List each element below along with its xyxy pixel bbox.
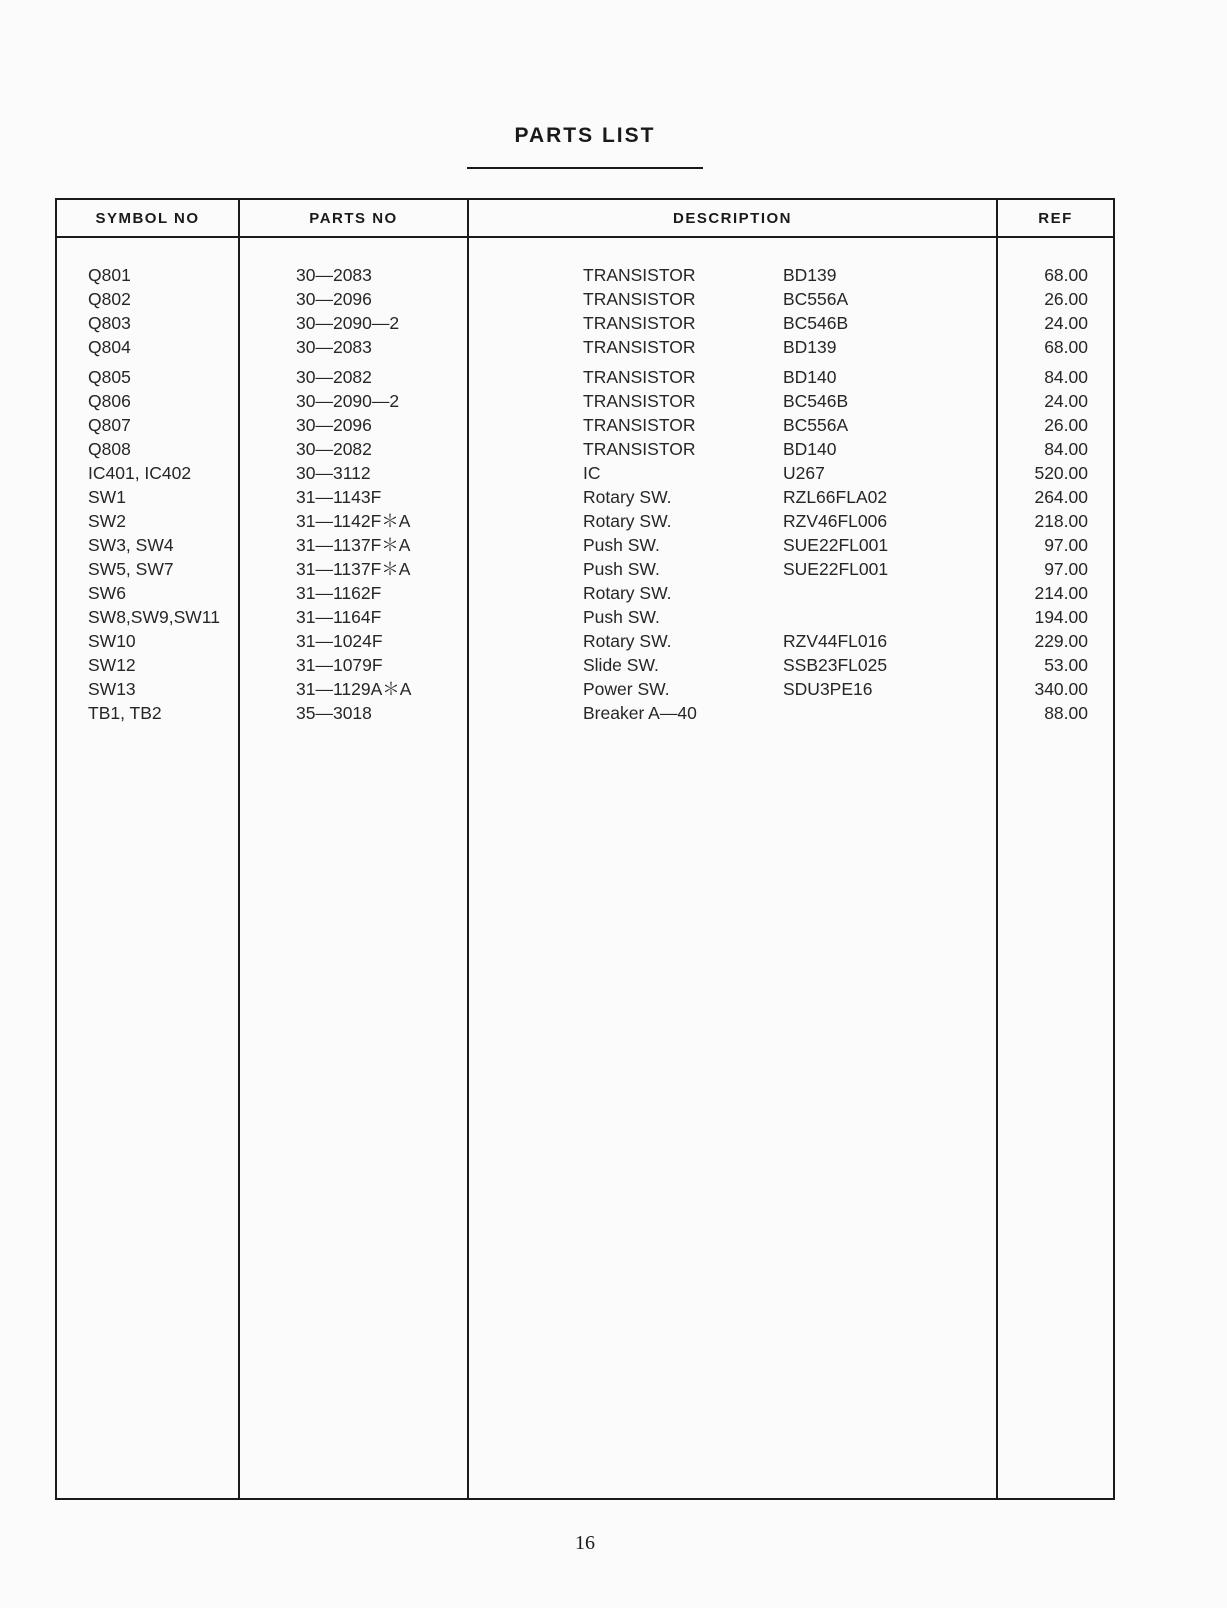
description-cell: Push SW. bbox=[583, 607, 660, 627]
parts-no-cell: 31—1164F bbox=[296, 607, 382, 627]
description-cell: TRANSISTOR bbox=[583, 337, 696, 357]
parts-no-cell: 30—2096 bbox=[296, 289, 372, 309]
table-row bbox=[0, 605, 1227, 629]
description-cell: TRANSISTOR bbox=[583, 313, 696, 333]
description-cell: TRANSISTOR bbox=[583, 265, 696, 285]
ref-cell: 97.00 bbox=[1044, 535, 1088, 555]
parts-no-cell: 30—2083 bbox=[296, 337, 372, 357]
ref-cell: 340.00 bbox=[1034, 679, 1088, 699]
table-row bbox=[0, 533, 1227, 557]
type-cell: RZV44FL016 bbox=[783, 631, 888, 651]
symbol-cell: Q803 bbox=[88, 313, 131, 333]
ref-cell: 24.00 bbox=[1044, 313, 1088, 333]
description-cell: TRANSISTOR bbox=[583, 289, 696, 309]
symbol-cell: SW3, SW4 bbox=[88, 535, 174, 555]
table-row bbox=[0, 335, 1227, 359]
type-cell: BC556A bbox=[783, 289, 849, 309]
ref-cell: 84.00 bbox=[1044, 439, 1088, 459]
ref-cell: 229.00 bbox=[1034, 631, 1088, 651]
parts-no-cell: 35—3018 bbox=[296, 703, 372, 723]
type-cell: SUE22FL001 bbox=[783, 535, 889, 555]
type-cell: RZL66FLA02 bbox=[783, 487, 888, 507]
parts-no-cell: 31—1162F bbox=[296, 583, 382, 603]
table-row bbox=[0, 413, 1227, 437]
parts-no-cell: 30—3112 bbox=[296, 463, 371, 483]
title-underline bbox=[467, 167, 703, 169]
description-cell: Rotary SW. bbox=[583, 631, 672, 651]
symbol-cell: SW2 bbox=[88, 511, 126, 531]
parts-no-cell: 31—1129A＊A bbox=[296, 679, 412, 699]
description-cell: Push SW. bbox=[583, 559, 660, 579]
table-row bbox=[0, 365, 1227, 389]
symbol-cell: SW13 bbox=[88, 679, 136, 699]
table-row bbox=[0, 263, 1227, 287]
ref-cell: 26.00 bbox=[1044, 415, 1088, 435]
table-row bbox=[0, 287, 1227, 311]
header-description: DESCRIPTION bbox=[672, 210, 792, 227]
symbol-cell: Q807 bbox=[88, 415, 131, 435]
ref-cell: 88.00 bbox=[1044, 703, 1088, 723]
type-cell: RZV46FL006 bbox=[783, 511, 888, 531]
table-row bbox=[0, 629, 1227, 653]
ref-cell: 53.00 bbox=[1044, 655, 1088, 675]
type-cell: BD140 bbox=[783, 367, 837, 387]
table-row bbox=[0, 311, 1227, 335]
ref-cell: 97.00 bbox=[1044, 559, 1088, 579]
symbol-cell: Q804 bbox=[88, 337, 131, 357]
table-row bbox=[0, 557, 1227, 581]
parts-no-cell: 31—1079F bbox=[296, 655, 383, 675]
ref-cell: 214.00 bbox=[1034, 583, 1088, 603]
parts-no-cell: 30—2083 bbox=[296, 265, 372, 285]
parts-rows bbox=[0, 263, 1227, 725]
ref-cell: 520.00 bbox=[1034, 463, 1088, 483]
symbol-cell: SW12 bbox=[88, 655, 136, 675]
description-cell: Rotary SW. bbox=[583, 583, 672, 603]
symbol-cell: Q806 bbox=[88, 391, 131, 411]
symbol-cell: Q808 bbox=[88, 439, 131, 459]
type-cell: SDU3PE16 bbox=[783, 679, 873, 699]
parts-no-cell: 31—1137F＊A bbox=[296, 559, 411, 579]
type-cell: BC546B bbox=[783, 391, 849, 411]
table-row bbox=[0, 485, 1227, 509]
symbol-cell: SW8,SW9,SW11 bbox=[88, 607, 220, 627]
parts-no-cell: 30—2096 bbox=[296, 415, 372, 435]
parts-no-cell: 31—1143F bbox=[296, 487, 382, 507]
description-cell: TRANSISTOR bbox=[583, 439, 696, 459]
header-parts-no: PARTS NO bbox=[309, 210, 398, 227]
symbol-cell: SW5, SW7 bbox=[88, 559, 174, 579]
parts-no-cell: 31—1137F＊A bbox=[296, 535, 411, 555]
description-cell: Rotary SW. bbox=[583, 487, 672, 507]
table-row bbox=[0, 701, 1227, 725]
symbol-cell: Q802 bbox=[88, 289, 131, 309]
description-cell: Power SW. bbox=[583, 679, 670, 699]
symbol-cell: Q805 bbox=[88, 367, 131, 387]
type-cell: U267 bbox=[783, 463, 825, 483]
header-divider bbox=[55, 236, 1115, 238]
parts-no-cell: 31—1024F bbox=[296, 631, 383, 651]
page-title: PARTS LIST bbox=[514, 124, 656, 147]
header-symbol-no: SYMBOL NO bbox=[95, 210, 200, 227]
table-row bbox=[0, 653, 1227, 677]
ref-cell: 194.00 bbox=[1034, 607, 1088, 627]
ref-cell: 264.00 bbox=[1034, 487, 1088, 507]
table-row bbox=[0, 509, 1227, 533]
type-cell: BC556A bbox=[783, 415, 849, 435]
type-cell: SUE22FL001 bbox=[783, 559, 889, 579]
symbol-cell: Q801 bbox=[88, 265, 131, 285]
ref-cell: 84.00 bbox=[1044, 367, 1088, 387]
table-row bbox=[0, 677, 1227, 701]
parts-no-cell: 30—2082 bbox=[296, 439, 372, 459]
type-cell: SSB23FL025 bbox=[783, 655, 888, 675]
symbol-cell: TB1, TB2 bbox=[88, 703, 162, 723]
page-number: 16 bbox=[575, 1532, 595, 1554]
table-row bbox=[0, 389, 1227, 413]
type-cell: BD139 bbox=[783, 265, 837, 285]
ref-cell: 68.00 bbox=[1044, 265, 1088, 285]
description-cell: TRANSISTOR bbox=[583, 367, 696, 387]
description-cell: TRANSISTOR bbox=[583, 415, 696, 435]
symbol-cell: SW10 bbox=[88, 631, 136, 651]
description-cell: Rotary SW. bbox=[583, 511, 672, 531]
ref-cell: 218.00 bbox=[1034, 511, 1088, 531]
table-row bbox=[0, 581, 1227, 605]
type-cell: BD140 bbox=[783, 439, 837, 459]
ref-cell: 26.00 bbox=[1044, 289, 1088, 309]
parts-no-cell: 31—1142F＊A bbox=[296, 511, 411, 531]
parts-no-cell: 30—2090—2 bbox=[296, 313, 400, 333]
ref-cell: 24.00 bbox=[1044, 391, 1088, 411]
symbol-cell: SW1 bbox=[88, 487, 126, 507]
symbol-cell: IC401, IC402 bbox=[88, 463, 192, 483]
description-cell: IC bbox=[583, 463, 601, 483]
symbol-cell: SW6 bbox=[88, 583, 126, 603]
ref-cell: 68.00 bbox=[1044, 337, 1088, 357]
parts-no-cell: 30—2082 bbox=[296, 367, 372, 387]
type-cell: BC546B bbox=[783, 313, 849, 333]
table-row bbox=[0, 461, 1227, 485]
parts-no-cell: 30—2090—2 bbox=[296, 391, 400, 411]
description-cell: TRANSISTOR bbox=[583, 391, 696, 411]
type-cell: BD139 bbox=[783, 337, 837, 357]
header-ref: REF bbox=[1038, 210, 1073, 227]
table-row bbox=[0, 437, 1227, 461]
description-cell: Push SW. bbox=[583, 535, 660, 555]
description-cell: Breaker A—40 bbox=[583, 703, 697, 723]
description-cell: Slide SW. bbox=[583, 655, 659, 675]
